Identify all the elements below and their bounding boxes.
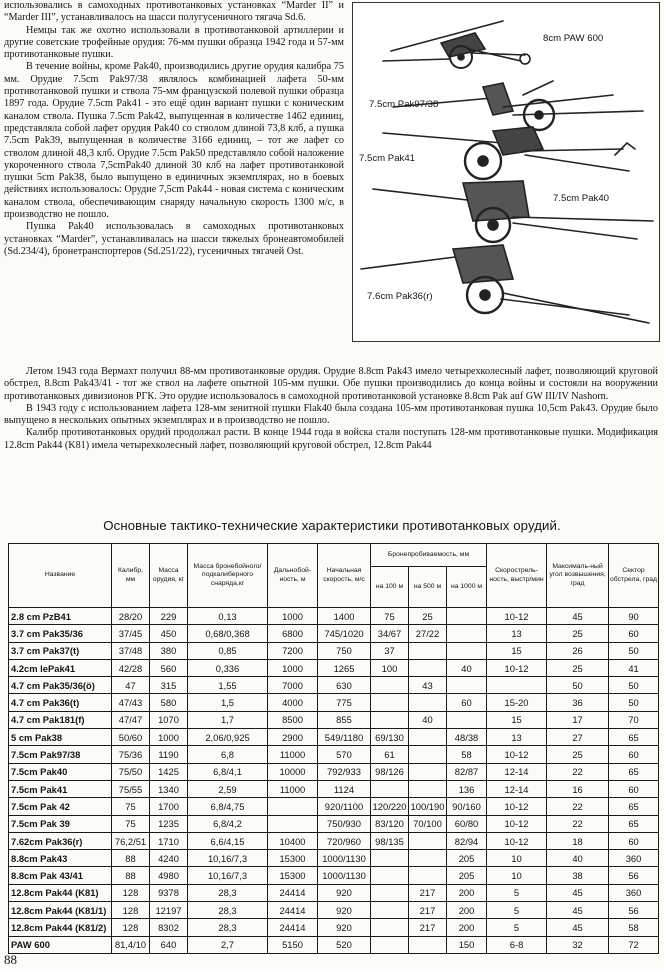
gun-name-cell: 4.7 cm Pak35/36(ö) (9, 677, 112, 694)
gun-name-cell: 2.8 cm PzB41 (9, 608, 112, 625)
gun-pak40-drawing (373, 181, 653, 242)
table-cell: 750/930 (318, 815, 371, 832)
gun-name-cell: 7.5cm Pak 42 (9, 798, 112, 815)
table-cell: 83/120 (371, 815, 409, 832)
gun-name-cell: 7.5cm Pak41 (9, 780, 112, 797)
table-cell: 360 (609, 884, 659, 901)
table-cell: 41 (609, 659, 659, 676)
table-cell: 60 (609, 625, 659, 642)
table-cell (447, 677, 487, 694)
table-cell: 10-12 (487, 832, 547, 849)
table-cell: 520 (318, 936, 371, 953)
table-cell: 1000 (268, 608, 318, 625)
table-cell (447, 711, 487, 728)
table-cell: 65 (609, 729, 659, 746)
table-cell (409, 850, 447, 867)
table-cell: 128 (112, 884, 150, 901)
table-cell: 128 (112, 919, 150, 936)
table-cell: 1,7 (188, 711, 268, 728)
table-cell: 5 (487, 884, 547, 901)
table-cell: 10-12 (487, 798, 547, 815)
table-cell: 200 (447, 884, 487, 901)
table-cell: 560 (150, 659, 188, 676)
table-cell: 43 (409, 677, 447, 694)
table-cell: 61 (371, 746, 409, 763)
table-cell: 10-12 (487, 608, 547, 625)
table-cell: 11000 (268, 780, 318, 797)
table-cell: 15300 (268, 867, 318, 884)
table-cell: 1,55 (188, 677, 268, 694)
header-velocity: Начальная скорость, м/с (318, 544, 371, 608)
table-cell: 2,06/0,925 (188, 729, 268, 746)
table-cell: 7200 (268, 642, 318, 659)
gun-name-cell: 7.5cm Pak 39 (9, 815, 112, 832)
figure-label: 7.6cm Pak36(r) (367, 291, 433, 302)
table-cell: 45 (547, 902, 609, 919)
table-cell: 75/55 (112, 780, 150, 797)
table-cell: 1710 (150, 832, 188, 849)
table-row (9, 642, 659, 659)
table-cell: 11000 (268, 746, 318, 763)
table-cell: 920 (318, 919, 371, 936)
gun-paw600-drawing (383, 21, 530, 68)
table-cell: 13 (487, 729, 547, 746)
table-cell: 56 (609, 867, 659, 884)
table-cell: 792/933 (318, 763, 371, 780)
table-cell: 75/36 (112, 746, 150, 763)
table-row (9, 815, 659, 832)
table-cell: 1340 (150, 780, 188, 797)
table-cell: 1425 (150, 763, 188, 780)
table-cell: 1235 (150, 815, 188, 832)
table-cell: 47/43 (112, 694, 150, 711)
table-cell: 9378 (150, 884, 188, 901)
table-cell: 4240 (150, 850, 188, 867)
table-cell (409, 746, 447, 763)
table-cell: 6-8 (487, 936, 547, 953)
table-cell: 549/1180 (318, 729, 371, 746)
table-cell: 45 (547, 608, 609, 625)
table-cell: 40 (409, 711, 447, 728)
table-cell (371, 694, 409, 711)
table-cell: 25 (409, 608, 447, 625)
table-cell: 34/67 (371, 625, 409, 642)
table-cell: 1124 (318, 780, 371, 797)
table-cell: 1,5 (188, 694, 268, 711)
header-shell-mass: Масса бронебойного/ подкалиберного снаряда,кг (188, 544, 268, 608)
table-cell: 0,13 (188, 608, 268, 625)
table-row (9, 625, 659, 642)
header-penetration: Бронепробиваемость, мм (371, 544, 487, 567)
table-cell: 5150 (268, 936, 318, 953)
table-cell (409, 832, 447, 849)
table-cell: 60 (609, 780, 659, 797)
header-elevation: Максималь-ный угол возвышения, град (547, 544, 609, 608)
table-cell: 25 (547, 746, 609, 763)
table-cell: 36 (547, 694, 609, 711)
gun-name-cell: 8.8cm Pak43 (9, 850, 112, 867)
table-cell: 6,8/4,75 (188, 798, 268, 815)
table-cell: 120/220 (371, 798, 409, 815)
table-cell: 65 (609, 763, 659, 780)
table-cell: 7000 (268, 677, 318, 694)
header-pen-500: на 500 м (409, 567, 447, 608)
table-cell: 42/28 (112, 659, 150, 676)
table-cell (268, 815, 318, 832)
table-cell: 10 (487, 867, 547, 884)
table-cell: 12197 (150, 902, 188, 919)
gun-name-cell: 7.5cm Pak97/38 (9, 746, 112, 763)
table-cell: 6800 (268, 625, 318, 642)
table-cell: 450 (150, 625, 188, 642)
table-cell (268, 798, 318, 815)
table-cell: 1000/1130 (318, 850, 371, 867)
gun-name-cell: 3.7 cm Pak37(t) (9, 642, 112, 659)
table-cell: 98/126 (371, 763, 409, 780)
table-cell: 10400 (268, 832, 318, 849)
table-cell (409, 780, 447, 797)
table-cell: 0,336 (188, 659, 268, 676)
table-cell: 58 (447, 746, 487, 763)
table-cell: 24414 (268, 919, 318, 936)
table-cell: 200 (447, 919, 487, 936)
table-row (9, 659, 659, 676)
table-row (9, 798, 659, 815)
table-row (9, 902, 659, 919)
table-cell (409, 936, 447, 953)
table-cell: 98/135 (371, 832, 409, 849)
table-cell: 10-12 (487, 659, 547, 676)
table-cell: 47 (112, 677, 150, 694)
header-sector: Сектор обстрела, град (609, 544, 659, 608)
table-cell: 13 (487, 625, 547, 642)
gun-name-cell: 12.8cm Pak44 (K81/1) (9, 902, 112, 919)
table-title: Основные тактико-технические характеристики противотанковых орудий. (103, 518, 561, 533)
table-cell: 75 (112, 798, 150, 815)
table-cell: 750 (318, 642, 371, 659)
intro-paragraph: Немцы так же охотно использовали в противотанковой артиллерии и другие советские трофейные орудия: 76-мм пушки образца 1942 года и 57-мм противотанковые пушки. (4, 24, 344, 61)
table-cell: 37 (371, 642, 409, 659)
table-cell: 27/22 (409, 625, 447, 642)
table-cell: 88 (112, 850, 150, 867)
table-row (9, 608, 659, 625)
table-cell: 15 (487, 642, 547, 659)
table-cell: 2,7 (188, 936, 268, 953)
table-cell: 22 (547, 798, 609, 815)
table-cell: 100/190 (409, 798, 447, 815)
table-cell: 720/960 (318, 832, 371, 849)
table-cell: 136 (447, 780, 487, 797)
table-cell: 15300 (268, 850, 318, 867)
table-cell: 40 (547, 850, 609, 867)
table-row (9, 832, 659, 849)
table-row (9, 677, 659, 694)
table-cell (409, 659, 447, 676)
table-cell: 745/1020 (318, 625, 371, 642)
table-cell: 88 (112, 867, 150, 884)
table-cell: 28,3 (188, 884, 268, 901)
table-cell: 4000 (268, 694, 318, 711)
figure-label: 7.5cm Pak41 (359, 153, 415, 164)
figure-label: 8cm PAW 600 (543, 33, 604, 44)
table-cell: 150 (447, 936, 487, 953)
table-cell: 1700 (150, 798, 188, 815)
table-cell: 76,2/51 (112, 832, 150, 849)
gun-name-cell: 5 cm Pak38 (9, 729, 112, 746)
table-cell: 82/87 (447, 763, 487, 780)
table-cell (409, 763, 447, 780)
table-cell: 25 (547, 659, 609, 676)
table-cell: 920 (318, 884, 371, 901)
table-cell: 50 (609, 677, 659, 694)
table-cell: 50 (609, 642, 659, 659)
table-cell: 570 (318, 746, 371, 763)
header-pen-100: на 100 м (371, 567, 409, 608)
table-cell: 18 (547, 832, 609, 849)
table-cell: 60 (609, 832, 659, 849)
table-cell: 128 (112, 902, 150, 919)
table-row (9, 936, 659, 953)
table-cell: 630 (318, 677, 371, 694)
table-cell (371, 919, 409, 936)
table-cell: 920 (318, 902, 371, 919)
intro-paragraph: Пушка Pak40 использовалась в самоходных противотанковых установках “Marder”, устанавливалась на шасси тяжелых бронеавтомобилей (Sd.234/4), бронетранспортеров (Sd.251/22), гусеничных тягачей Ost. (4, 221, 344, 257)
table-cell (409, 694, 447, 711)
table-cell: 45 (547, 884, 609, 901)
table-cell: 5 (487, 902, 547, 919)
intro-text-column (4, 0, 344, 258)
table-cell: 82/94 (447, 832, 487, 849)
table-cell: 22 (547, 815, 609, 832)
body-paragraph: Летом 1943 года Вермахт получил 88-мм противотанковые орудия. Орудие 8.8cm Pak43 имело четырехколесный лафет, позволяющий круговой обстрел, 8.8cm Pak43/41 - тот же ствол на лафете опытной 105-мм пушки. Обе пушки производились до конца войны и состояли на вооружении противотанковых дивизионов РГК. Это орудие использовалось в самоходной противотанковой установке 8.8cm Pak auf GW III/IV Nashorn. (4, 366, 658, 402)
table-cell: 56 (609, 902, 659, 919)
table-cell (371, 850, 409, 867)
table-cell (371, 867, 409, 884)
table-cell: 12-14 (487, 780, 547, 797)
table-cell: 8302 (150, 919, 188, 936)
table-cell: 24414 (268, 902, 318, 919)
table-cell: 380 (150, 642, 188, 659)
table-cell: 5 (487, 919, 547, 936)
table-cell (371, 711, 409, 728)
header-pen-1000: на 1000 м (447, 567, 487, 608)
gun-name-cell: 7.62cm Pak36(r) (9, 832, 112, 849)
table-cell: 315 (150, 677, 188, 694)
table-cell: 40 (447, 659, 487, 676)
table-cell (447, 625, 487, 642)
table-cell: 10,16/7,3 (188, 867, 268, 884)
table-cell (371, 902, 409, 919)
table-cell (409, 729, 447, 746)
table-cell: 100 (371, 659, 409, 676)
table-cell: 360 (609, 850, 659, 867)
table-cell: 1400 (318, 608, 371, 625)
table-cell: 32 (547, 936, 609, 953)
table-cell: 775 (318, 694, 371, 711)
gun-pak36r-drawing (361, 245, 649, 323)
table-row (9, 711, 659, 728)
gun-name-cell: 3.7 cm Pak35/36 (9, 625, 112, 642)
table-cell: 27 (547, 729, 609, 746)
gun-name-cell: 7.5cm Pak40 (9, 763, 112, 780)
header-rate: Скорострель-ность, выстр/мин (487, 544, 547, 608)
table-cell: 50 (609, 694, 659, 711)
table-cell: 37/48 (112, 642, 150, 659)
table-cell: 1000 (150, 729, 188, 746)
table-cell: 24414 (268, 884, 318, 901)
table-cell: 2900 (268, 729, 318, 746)
table-row (9, 850, 659, 867)
table-cell: 50 (547, 677, 609, 694)
table-cell: 25 (547, 625, 609, 642)
table-cell: 10-12 (487, 746, 547, 763)
gun-name-cell: PAW 600 (9, 936, 112, 953)
table-cell: 0,85 (188, 642, 268, 659)
table-cell: 47/47 (112, 711, 150, 728)
table-cell: 17 (547, 711, 609, 728)
body-paragraph: Калибр противотанковых орудий продолжал расти. В конце 1944 года в войска стали поступать 128-мм противотанковые пушки. Модификация 12.8cm Pak44 (K81) имела четырехколесный лафет, позволяющий круговой обстрел, 12.8cm Pak44 (4, 427, 658, 451)
header-caliber: Калибр, мм (112, 544, 150, 608)
table-cell: 1265 (318, 659, 371, 676)
table-cell: 10000 (268, 763, 318, 780)
table-cell (409, 867, 447, 884)
table-cell: 69/130 (371, 729, 409, 746)
table-cell: 1000 (268, 659, 318, 676)
table-cell: 229 (150, 608, 188, 625)
table-cell: 920/1100 (318, 798, 371, 815)
table-row (9, 729, 659, 746)
table-cell: 205 (447, 867, 487, 884)
table-cell: 72 (609, 936, 659, 953)
table-cell: 10 (487, 850, 547, 867)
table-cell: 15 (487, 711, 547, 728)
table-cell (487, 677, 547, 694)
table-cell: 4980 (150, 867, 188, 884)
table-cell: 12-14 (487, 763, 547, 780)
table-cell: 10,16/7,3 (188, 850, 268, 867)
table-cell: 200 (447, 902, 487, 919)
gun-illustrations-figure (352, 2, 660, 342)
table-cell: 38 (547, 867, 609, 884)
header-name: Название (9, 544, 112, 608)
table-cell: 45 (547, 919, 609, 936)
table-row (9, 694, 659, 711)
table-cell (371, 780, 409, 797)
table-cell (371, 936, 409, 953)
table-cell: 580 (150, 694, 188, 711)
body-paragraph: В 1943 году с использованием лафета 128-мм зенитной пушки Flak40 была создана 105-мм противотанковая пушка 10,5cm Pak43. Орудие было выпущено в нескольких опытных экземплярах и в производство не пошло. (4, 402, 658, 427)
spec-table (8, 543, 659, 954)
gun-pak41-drawing (383, 127, 635, 179)
table-cell: 70/100 (409, 815, 447, 832)
figure-label: 7.5cm Pak40 (553, 193, 609, 204)
table-cell (447, 642, 487, 659)
gun-name-cell: 8.8cm Pak 43/41 (9, 867, 112, 884)
figure-label: 7.5cm Pak97/38 (369, 99, 439, 110)
table-cell: 6,6/4,15 (188, 832, 268, 849)
table-row (9, 746, 659, 763)
table-cell: 22 (547, 763, 609, 780)
table-cell (447, 608, 487, 625)
table-cell: 75/50 (112, 763, 150, 780)
body-text (4, 366, 658, 452)
table-cell: 60/80 (447, 815, 487, 832)
table-cell: 28,3 (188, 919, 268, 936)
table-cell: 58 (609, 919, 659, 936)
spec-table-body (9, 608, 659, 954)
page-number: 88 (4, 952, 17, 967)
table-cell: 6,8 (188, 746, 268, 763)
table-cell: 10-12 (487, 815, 547, 832)
table-cell: 28,3 (188, 902, 268, 919)
table-cell: 60 (447, 694, 487, 711)
table-row (9, 919, 659, 936)
header-range: Дальнобой-ность, м (268, 544, 318, 608)
table-cell: 855 (318, 711, 371, 728)
table-cell: 1000/1130 (318, 867, 371, 884)
table-cell: 48/38 (447, 729, 487, 746)
table-cell: 8500 (268, 711, 318, 728)
table-cell: 1070 (150, 711, 188, 728)
table-cell: 90/160 (447, 798, 487, 815)
table-cell: 640 (150, 936, 188, 953)
table-cell: 2,59 (188, 780, 268, 797)
gun-name-cell: 12.8cm Pak44 (K81) (9, 884, 112, 901)
table-cell: 217 (409, 919, 447, 936)
table-cell: 50/60 (112, 729, 150, 746)
table-cell (409, 642, 447, 659)
intro-paragraph: В течение войны, кроме Pak40, производились другие орудия калибра 75 мм. Орудие 7.5cm Pak97/38 являлось комбинацией лафета 50-мм противотанковой пушки и ствола 75-мм французской полевой пушки образца 1897 года. Орудие 7.5cm Pak41 - это ещё один вариант пушки с коническим каналом ствола. Пушка 7.5cm Pak42, выпущенная в количестве 1462 единиц, представляла собой лафет орудия Pak40 со стволом длиной 73,8 клб, а пушка 7.5cm Pak39, выпущенная в количестве 3166 единиц, – тот же лафет со стволом длиной 48,3 клб. Орудие 7.5cm Pak50 представляло собой наложение укороченного ствола 7,5cmPak40 длиной 30 клб на лафет противотанковой пушки 5cm Pak38, было выпущено в единичных экземплярах, но в боевых действиях использовалось: Орудие 7,5cm Pak44 - новая система с коническим каналом ствола, обеспечивающим снаряду начальную скорость 1300 м/с, в производство не пошло. (4, 61, 344, 221)
table-cell: 217 (409, 884, 447, 901)
table-row (9, 867, 659, 884)
table-cell: 28/20 (112, 608, 150, 625)
table-cell: 1190 (150, 746, 188, 763)
table-cell (371, 884, 409, 901)
table-cell: 26 (547, 642, 609, 659)
gun-name-cell: 4.7 cm Pak181(f) (9, 711, 112, 728)
table-row (9, 884, 659, 901)
table-cell: 217 (409, 902, 447, 919)
table-cell: 75 (112, 815, 150, 832)
table-cell: 65 (609, 815, 659, 832)
table-cell: 65 (609, 798, 659, 815)
table-row (9, 763, 659, 780)
gun-name-cell: 4.7 cm Pak36(t) (9, 694, 112, 711)
table-cell: 60 (609, 746, 659, 763)
table-cell: 37/45 (112, 625, 150, 642)
table-cell: 6,8/4,2 (188, 815, 268, 832)
table-cell (371, 677, 409, 694)
table-cell: 75 (371, 608, 409, 625)
table-cell: 90 (609, 608, 659, 625)
table-cell: 16 (547, 780, 609, 797)
header-mass: Масса орудия, кг (150, 544, 188, 608)
table-cell: 205 (447, 850, 487, 867)
table-cell: 15-20 (487, 694, 547, 711)
intro-paragraph: использовались в самоходных противотанковых установках “Marder II” и “Marder III”, устанавливалось на шасси полугусеничного тягача Sd.6. (4, 0, 344, 24)
gun-name-cell: 12.8cm Pak44 (K81/2) (9, 919, 112, 936)
table-cell: 70 (609, 711, 659, 728)
table-cell: 6,8/4,1 (188, 763, 268, 780)
table-cell: 81,4/10 (112, 936, 150, 953)
table-row (9, 780, 659, 797)
table-cell: 0,68/0,368 (188, 625, 268, 642)
gun-name-cell: 4.2cm lePak41 (9, 659, 112, 676)
